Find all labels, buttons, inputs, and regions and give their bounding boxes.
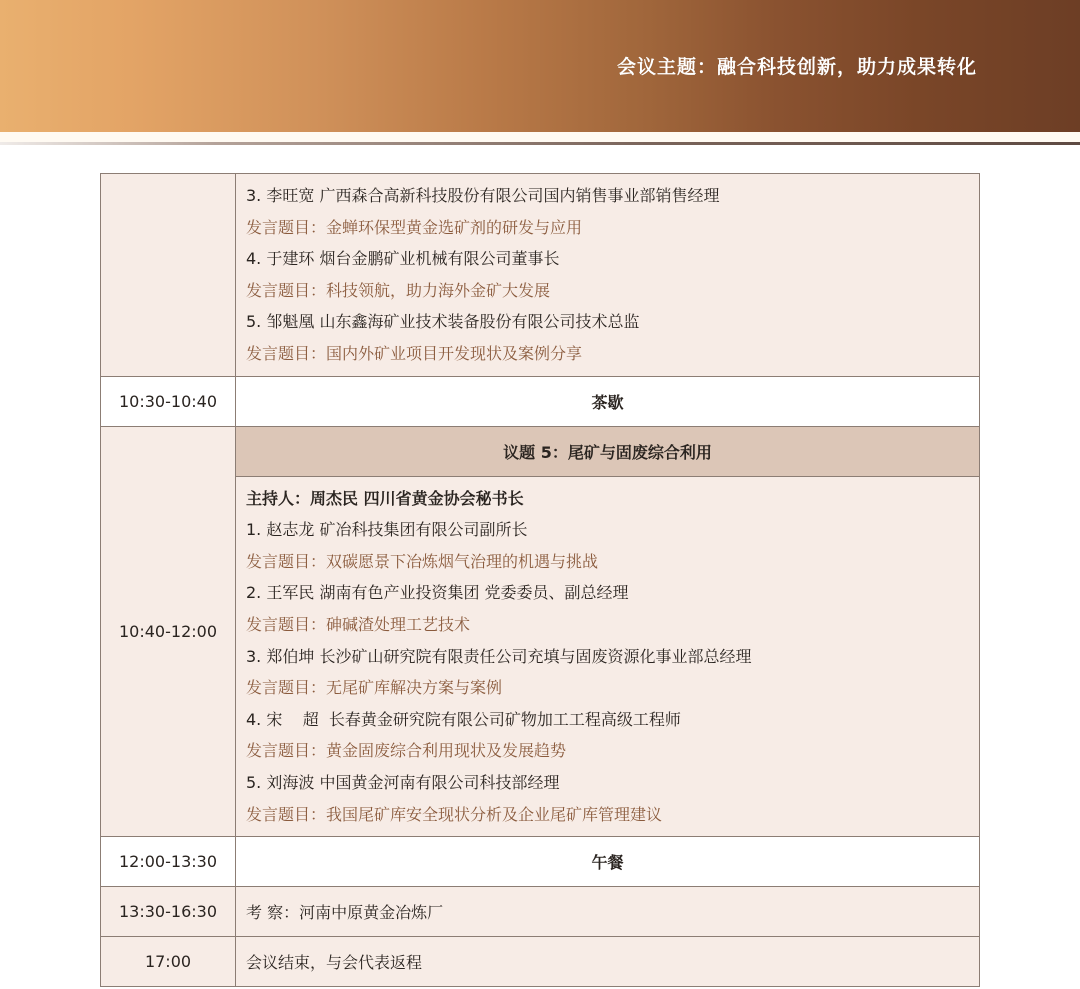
conference-theme-title: 会议主题：融合科技创新，助力成果转化 (616, 56, 977, 78)
inspection-text: 考 察：河南中原黄金冶炼厂 (236, 887, 980, 937)
host-line: 主持人：周杰民 四川省黄金协会秘书长 (246, 488, 524, 508)
session-title: 议题 5：尾矿与固废综合利用 (236, 426, 980, 476)
time-cell: 10:30-10:40 (101, 376, 236, 426)
closing-text: 会议结束，与会代表返程 (236, 937, 980, 987)
speech-topic-line: 发言题目：黄金固废综合利用现状及发展趋势 (246, 741, 567, 761)
speech-topic-line: 发言题目：金蝉环保型黄金选矿剂的研发与应用 (246, 217, 583, 237)
speaker-line: 1. 赵志龙 矿冶科技集团有限公司副所长 (246, 520, 528, 540)
speech-topic-line: 发言题目：我国尾矿库安全现状分析及企业尾矿库管理建议 (246, 804, 663, 824)
speech-topic-line: 发言题目：无尾矿库解决方案与案例 (246, 678, 503, 698)
speakers-cell (236, 476, 980, 837)
agenda-row-session-5 (101, 426, 980, 476)
speaker-line: 5. 刘海波 中国黄金河南有限公司科技部经理 (246, 772, 560, 792)
header-banner (0, 0, 1080, 132)
lunch-label: 午餐 (236, 837, 980, 887)
header-divider (0, 142, 1080, 145)
speech-topic-line: 发言题目：国内外矿业项目开发现状及案例分享 (246, 343, 583, 363)
agenda-row-tea-break (101, 376, 980, 426)
agenda-row-continued (101, 174, 980, 377)
speech-topic-line: 发言题目：双碳愿景下冶炼烟气治理的机遇与挑战 (246, 551, 599, 571)
time-cell: 12:00-13:30 (101, 837, 236, 887)
speakers-cell (236, 174, 980, 377)
agenda-row-closing (101, 937, 980, 987)
speaker-line: 4. 于建环 烟台金鹏矿业机械有限公司董事长 (246, 249, 560, 269)
time-cell: 13:30-16:30 (101, 887, 236, 937)
speaker-line: 5. 邹魁凰 山东鑫海矿业技术装备股份有限公司技术总监 (246, 312, 640, 332)
speech-topic-line: 发言题目：砷碱渣处理工艺技术 (246, 614, 471, 634)
time-cell (101, 174, 236, 377)
speaker-line: 2. 王军民 湖南有色产业投资集团 党委委员、副总经理 (246, 583, 629, 603)
time-cell: 10:40-12:00 (101, 426, 236, 837)
agenda-row-inspection (101, 887, 980, 937)
banner-strip (0, 132, 1080, 142)
time-cell: 17:00 (101, 937, 236, 987)
tea-break-label: 茶歇 (236, 376, 980, 426)
agenda-row-lunch (101, 837, 980, 887)
speech-topic-line: 发言题目：科技领航，助力海外金矿大发展 (246, 280, 551, 300)
agenda-table (100, 173, 980, 987)
speaker-line: 3. 郑伯坤 长沙矿山研究院有限责任公司充填与固废资源化事业部总经理 (246, 646, 752, 666)
speaker-line: 3. 李旺宽 广西森合高新科技股份有限公司国内销售事业部销售经理 (246, 186, 720, 205)
speaker-line: 4. 宋 超 长春黄金研究院有限公司矿物加工工程高级工程师 (246, 709, 681, 729)
